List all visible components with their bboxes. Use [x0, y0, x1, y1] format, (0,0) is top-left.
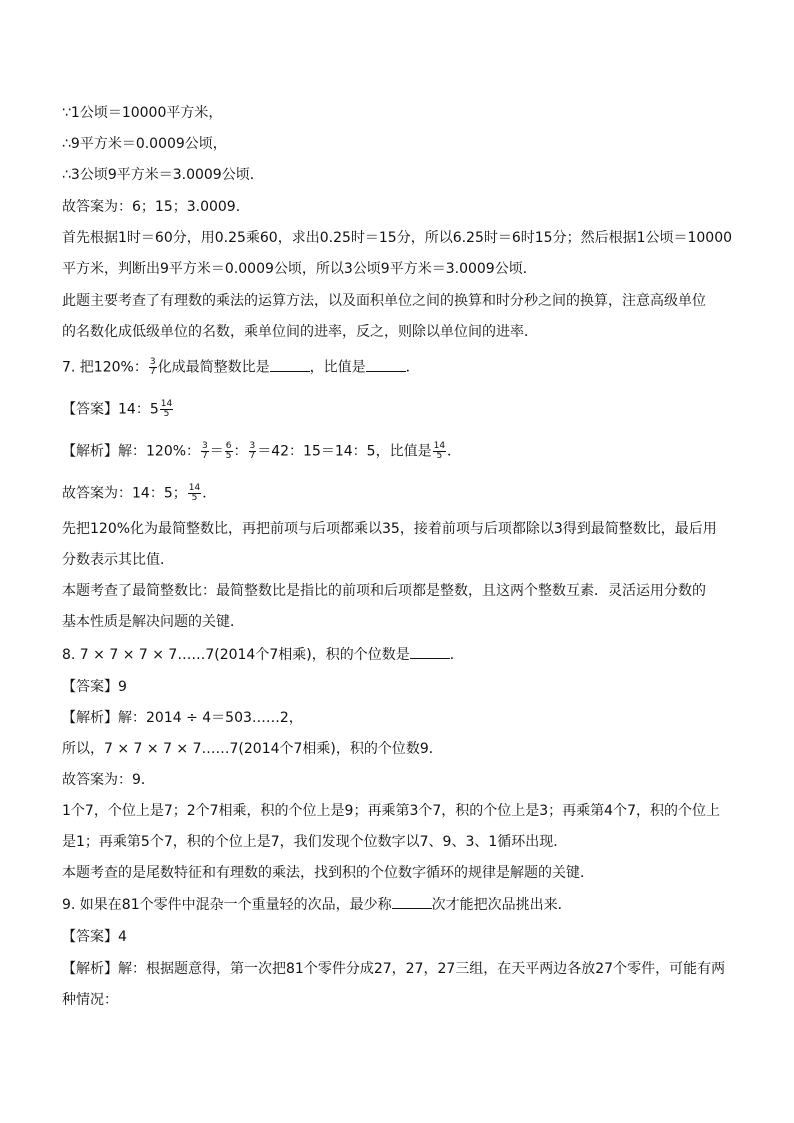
fraction-3-7: $\frac{3}{7}$ — [149, 357, 156, 377]
question-7: 7. 把120%： $\frac{3}{7}$ 化成最简整数比是 ，比值是 ． — [62, 357, 420, 377]
solution-9: 【解析】解：根据题意得，第一次把81个零件分成27，27，27三组，在天平两边各放27个零件，可能有两 — [62, 961, 726, 977]
text-line: ∵1公顷＝10000平方米， — [62, 105, 223, 121]
final-answer-7: 故答案为：14：5； $\frac{14}{5}$ ． — [62, 483, 217, 503]
text-line: 此题主要考查了有理数的乘法的运算方法，以及面积单位之间的换算和时分秒之间的换算，注意高级单位 — [62, 293, 706, 309]
answer-blank — [366, 359, 406, 372]
solution-7: 【解析】解：120%： $\frac{3}{7}$ ＝ $\frac{6}{5}$ ： $\frac{3}{7}$ ＝42：15＝14：5，比值是 $\frac{14}{5}$ ． — [62, 441, 462, 461]
text-line: 故答案为：9． — [62, 772, 155, 788]
text-line: 1个7，个位上是7；2个7相乘，积的个位上是9；再乘第3个7，积的个位上是3；再乘第4个7，积的个位上 — [62, 803, 720, 819]
question-9: 9. 如果在81个零件中混杂一个重量轻的次品，最少称 次才能把次品挑出来． — [62, 897, 572, 913]
text-line: 种情况： — [62, 992, 118, 1008]
answer-blank — [392, 896, 432, 909]
answer-7: 【答案】14：5 $\frac{14}{5}$ — [62, 399, 173, 419]
text-line: 是1；再乘第5个7，积的个位上是7，我们发现个位数字以7、9、3、1循环出现． — [62, 834, 568, 850]
text-line: 本题考查的是尾数特征和有理数的乘法，找到积的个位数字循环的规律是解题的关键． — [62, 865, 594, 881]
solution-8: 【解析】解：2014 ÷ 4＝503……2， — [62, 710, 303, 726]
text-line: ∴3公顷9平方米＝3.0009公顷． — [62, 167, 264, 183]
text-line: ∴9平方米＝0.0009公顷， — [62, 136, 227, 152]
answer-8: 【答案】9 — [62, 679, 127, 695]
text-line: 的名数化成低级单位的名数，乘单位间的进率，反之，则除以单位间的进率． — [62, 324, 538, 340]
text-line: 首先根据1时＝60分，用0.25乘60，求出0.25时＝15分，所以6.25时＝6时15分；然后根据1公顷＝10000 — [62, 230, 733, 246]
fraction-3-7: $\frac{3}{7}$ — [202, 441, 208, 461]
text-line: 先把120%化为最简整数比，再把前项与后项都乘以35，接着前项与后项都除以3得到最简整数比，最后用 — [62, 521, 717, 537]
text-line: 所以，7 × 7 × 7 × 7……7(2014个7相乘)，积的个位数9． — [62, 741, 443, 757]
answer-blank — [270, 359, 310, 372]
text-line: 平方米，判断出9平方米＝0.0009公顷，所以3公顷9平方米＝3.0009公顷． — [62, 261, 537, 277]
fraction-14-5: $\frac{14}{5}$ — [433, 441, 446, 461]
answer-9: 【答案】4 — [62, 929, 127, 945]
text-line: 分数表示其比值． — [62, 552, 174, 568]
fraction-3-7: $\frac{3}{7}$ — [249, 441, 256, 461]
fraction-14-5: $\frac{14}{5}$ — [188, 483, 201, 503]
answer-blank — [410, 646, 450, 659]
text-line: 故答案为：6；15；3.0009． — [62, 199, 250, 215]
text-line: 基本性质是解决问题的关键． — [62, 614, 244, 630]
fraction-14-5: $\frac{14}{5}$ — [160, 399, 173, 419]
text-line: 本题考查了最简整数比：最简整数比是指比的前项和后项都是整数，且这两个整数互素．灵活运用分数的 — [62, 583, 706, 599]
question-8: 8. 7 × 7 × 7 × 7……7(2014个7相乘)，积的个位数是 ． — [62, 647, 464, 663]
fraction-6-5: $\frac{6}{5}$ — [225, 441, 232, 461]
